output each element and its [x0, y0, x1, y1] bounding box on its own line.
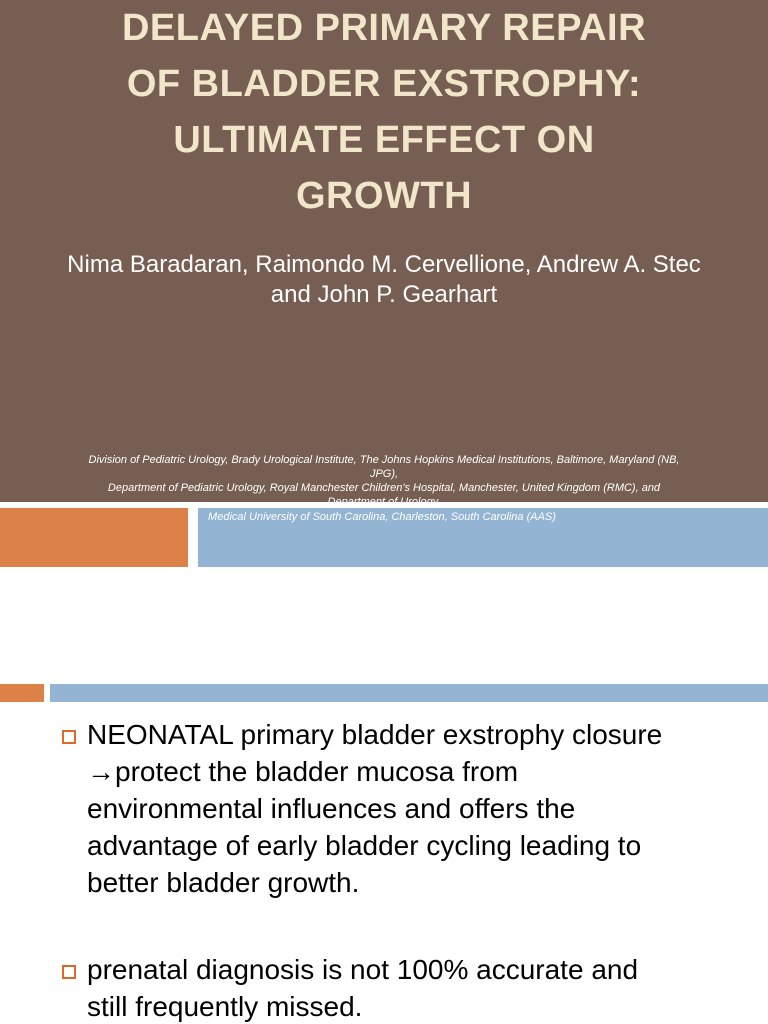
slide-title-line: DELAYED PRIMARY REPAIR [121, 7, 647, 49]
orange-accent-block [0, 508, 188, 567]
slide-title-line: OF BLADDER EXSTROPHY: [126, 63, 642, 105]
bullet-line: →protect the bladder mucosa from [87, 756, 519, 787]
affiliation-last-line: Medical University of South Carolina, Charleston, South Carolina (AAS) [208, 511, 556, 523]
bullet-text [87, 716, 748, 901]
bullet-item [0, 716, 768, 901]
blue-header-strip [50, 684, 768, 702]
bullet-item [0, 951, 768, 1024]
affiliation-line: Division of Pediatric Urology, Brady Urological Institute, The Johns Hopkins Medical Institutions, Baltimore, Maryland (NB, [88, 454, 680, 466]
bullet-line: advantage of early bladder cycling leading to [87, 830, 642, 861]
bullet-text [87, 951, 748, 1024]
affiliations [50, 453, 718, 509]
square-bullet-icon [62, 965, 76, 979]
slide-title-line: GROWTH [295, 175, 473, 217]
square-bullet-icon [62, 730, 76, 744]
authors: Nima Baradaran, Raimondo M. Cervellione, Andrew A. Stec and John P. Gearhart [67, 251, 701, 308]
bullet-line: prenatal diagnosis is not 100% accurate and [87, 954, 639, 985]
bullet-line: environmental influences and offers the [87, 793, 576, 824]
affiliation-line: JPG), [369, 468, 399, 480]
affiliation-line: Department of Pediatric Urology, Royal Manchester Children's Hospital, Manchester, United Kingdom (RMC), and [107, 482, 661, 494]
bullet-line: better bladder growth. [87, 867, 360, 898]
orange-header-strip [0, 684, 44, 702]
slide-title [40, 0, 728, 224]
affiliation-line: Department of Urology, [327, 496, 441, 508]
slide-title-line: ULTIMATE EFFECT ON [173, 119, 595, 161]
bullet-line: still frequently missed. [87, 991, 363, 1022]
bullet-list [0, 716, 768, 1024]
bullet-line: NEONATAL primary bladder exstrophy closure [87, 719, 663, 750]
